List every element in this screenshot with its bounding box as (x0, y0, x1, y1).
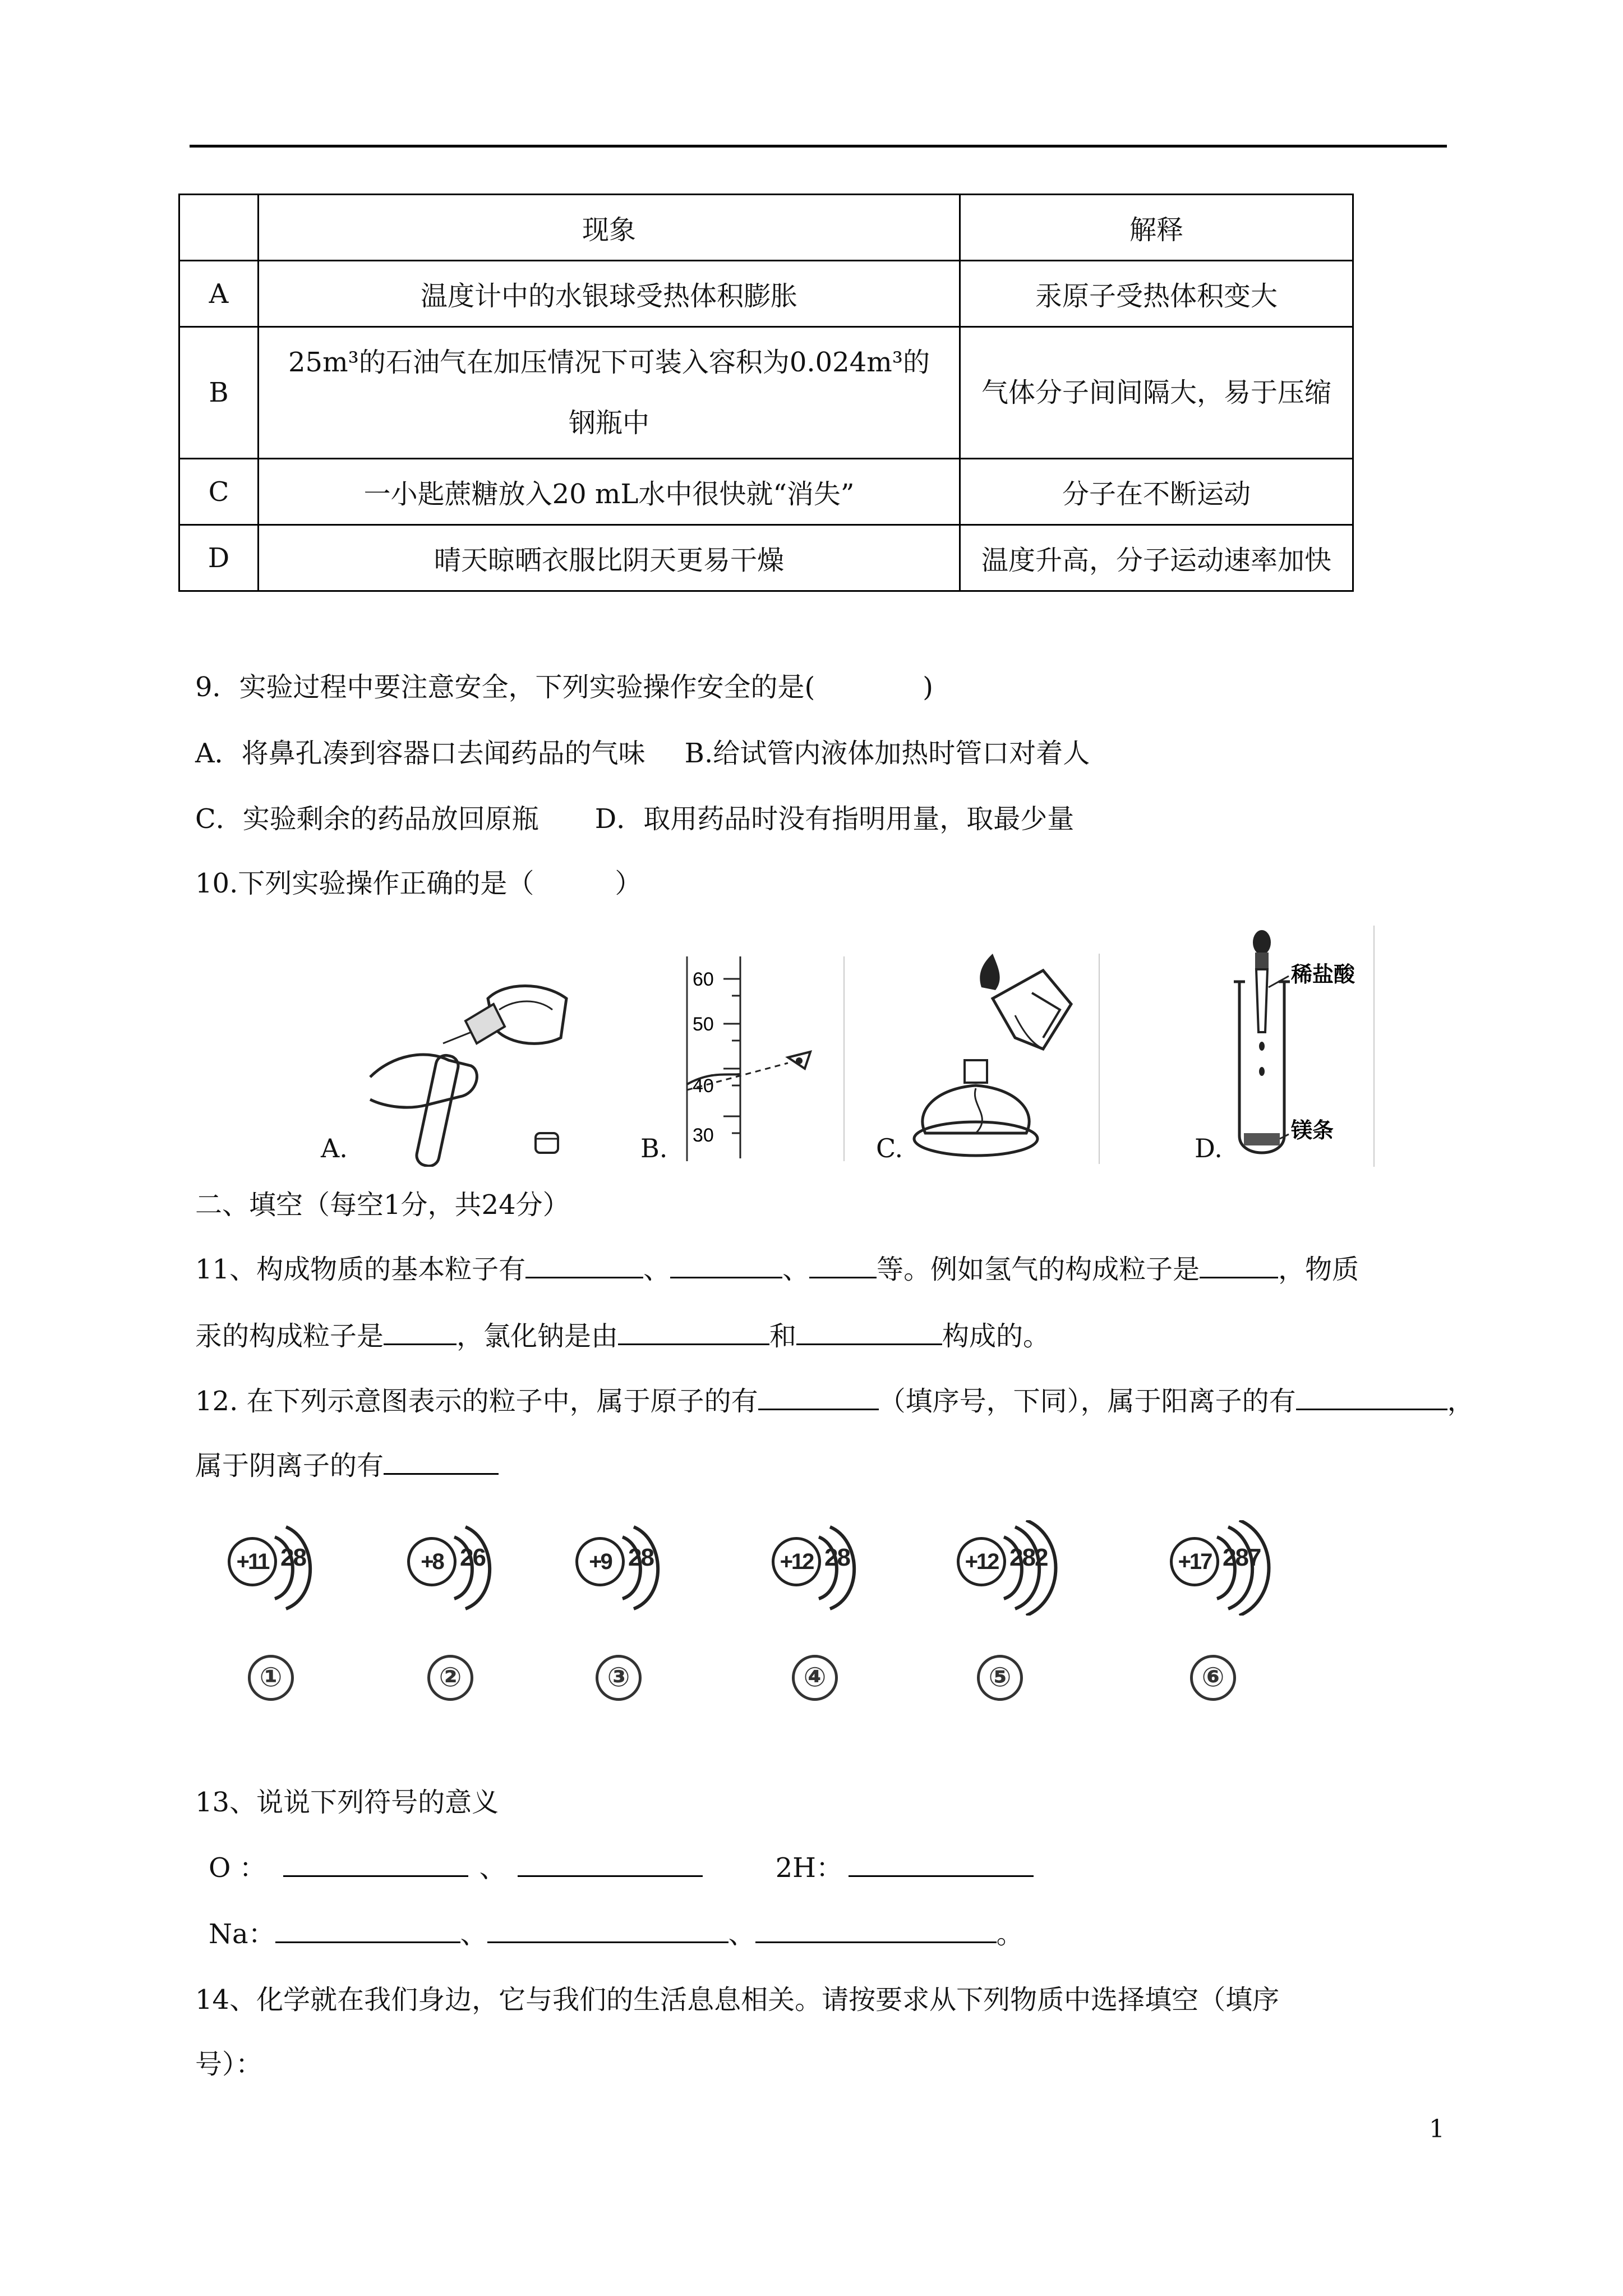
explanation-cell: 温度升高，分子运动速率加快 (960, 525, 1353, 591)
cylinder-tick: 40 (693, 1075, 714, 1097)
row-label: B (179, 327, 259, 459)
q11-line-1 (195, 1253, 1359, 1286)
cylinder-tick: 60 (693, 969, 714, 990)
nucleus-charge: +11 (228, 1537, 277, 1586)
q11-text: 汞的构成粒子是 (195, 1320, 384, 1352)
q11-text: 11、构成物质的基本粒子有 (195, 1254, 526, 1285)
q11-text: 、 (782, 1254, 810, 1285)
q13-separator: 、 (479, 1852, 506, 1884)
q9-option-b: B.给试管内液体加热时管口对着人 (684, 738, 1090, 769)
answer-blank[interactable] (809, 1254, 877, 1278)
q12-text: 属于阴离子的有 (195, 1450, 384, 1481)
q13-separator: 、 (460, 1918, 487, 1950)
diagram-index: ⑤ (977, 1655, 1023, 1701)
atom-structure-diagram (1166, 1509, 1279, 1621)
q12-text: （填序号，下同），属于阳离子的有 (878, 1386, 1296, 1417)
answer-blank[interactable] (384, 1321, 457, 1345)
answer-blank[interactable] (487, 1919, 728, 1943)
table-row (179, 459, 1353, 525)
table-row (179, 525, 1353, 591)
atom-structure-diagram (224, 1509, 336, 1621)
diagram-index: ① (248, 1655, 294, 1701)
phenomenon-cell: 晴天晾晒衣服比阴天更易干燥 (259, 525, 960, 591)
answer-blank[interactable] (384, 1451, 499, 1475)
answer-blank[interactable] (670, 1254, 782, 1278)
electron-config: 287 (1223, 1544, 1261, 1571)
answer-blank[interactable] (275, 1919, 460, 1943)
q10-stem: 10.下列实验操作正确的是（ ） (195, 868, 642, 899)
atom-structure-diagram (404, 1509, 516, 1621)
table-row (179, 261, 1353, 327)
q12-text: 12. 在下列示意图表示的粒子中，属于原子的有 (195, 1386, 758, 1417)
q13-o-line (209, 1851, 1034, 1885)
figure-c-label: C. (876, 1133, 903, 1163)
atom-structure-diagram (953, 1509, 1066, 1621)
figure-a-label: A. (321, 1133, 348, 1163)
answer-blank[interactable] (283, 1853, 468, 1877)
nucleus-charge: +9 (575, 1537, 625, 1586)
nucleus-charge: +17 (1170, 1537, 1219, 1586)
alcohol-lamp-figure (903, 954, 1105, 1167)
q9-options-ab (195, 737, 1090, 770)
q12-text: ， (1447, 1386, 1474, 1417)
cylinder-tick: 50 (693, 1014, 714, 1035)
electron-config: 282 (1009, 1544, 1048, 1571)
figure-b-label: B. (640, 1133, 668, 1163)
q11-text: ，氯化钠是由 (457, 1320, 619, 1352)
nucleus-charge: +12 (957, 1537, 1006, 1586)
q12-line-1 (195, 1384, 1474, 1418)
test-tube-dropper-figure (1228, 926, 1380, 1167)
nucleus-charge: +12 (772, 1537, 821, 1586)
diagram-index: ⑥ (1190, 1655, 1236, 1701)
answer-blank[interactable] (1296, 1386, 1447, 1410)
q11-line-2 (195, 1319, 1050, 1353)
table-header-cell (179, 195, 259, 261)
row-label: A (179, 261, 259, 327)
row-label: D (179, 525, 259, 591)
answer-blank[interactable] (618, 1321, 769, 1345)
answer-blank[interactable] (796, 1321, 942, 1345)
q13-o-label: O ： (209, 1852, 266, 1884)
magnesium-ribbon-label: 镁条 (1291, 1118, 1334, 1143)
nucleus-charge: +8 (407, 1537, 457, 1586)
answer-blank[interactable] (518, 1853, 703, 1877)
graduated-cylinder-figure (676, 956, 850, 1164)
phenomenon-explanation-table (178, 194, 1354, 592)
answer-blank[interactable] (758, 1386, 879, 1410)
phenomenon-cell: 一小匙蔗糖放入20 mL水中很快就“消失” (259, 459, 960, 525)
pouring-liquid-figure (359, 965, 583, 1167)
q13-stem: 13、说说下列符号的意义 (195, 1787, 499, 1818)
q11-text: 构成的。 (942, 1320, 1050, 1352)
table-header-row (179, 195, 1353, 261)
row-label: C (179, 459, 259, 525)
page-number: 1 (1429, 2115, 1445, 2143)
q9-option-d: D．取用药品时没有指明用量，取最少量 (594, 803, 1075, 835)
diagram-index: ④ (792, 1655, 838, 1701)
q13-na-label: Na： (209, 1918, 275, 1950)
q11-text: 和 (769, 1320, 797, 1352)
table-header-cell: 解释 (960, 195, 1353, 261)
phenomenon-line: 钢瓶中 (568, 407, 649, 439)
q11-text: 等。例如氢气的构成粒子是 (877, 1254, 1200, 1285)
q12-line-2 (195, 1449, 499, 1483)
diagram-index: ③ (596, 1655, 642, 1701)
phenomenon-line: 25m³的石油气在加压情况下可装入容积为0.024m³的 (288, 347, 930, 378)
q13-end: 。 (996, 1918, 1023, 1950)
electron-config: 28 (628, 1544, 653, 1571)
atom-structure-diagram (768, 1509, 880, 1621)
q14-line-1: 14、化学就在我们身边，它与我们的生活息息相关。请按要求从下列物质中选择填空（填序 (195, 1984, 1280, 2016)
atom-structure-diagram (572, 1509, 684, 1621)
q9-option-c: C．实验剩余的药品放回原瓶 (195, 803, 539, 835)
answer-blank[interactable] (849, 1853, 1034, 1877)
electron-config: 26 (460, 1544, 485, 1571)
table-row (179, 327, 1353, 459)
q14-line-2: 号）： (195, 2049, 263, 2080)
q9-stem: 9．实验过程中要注意安全，下列实验操作安全的是( ) (195, 671, 933, 703)
table-header-cell: 现象 (259, 195, 960, 261)
figure-d-label: D. (1195, 1133, 1223, 1163)
q13-na-line (209, 1917, 1023, 1951)
diagram-index: ② (427, 1655, 473, 1701)
explanation-cell: 分子在不断运动 (960, 459, 1353, 525)
q11-text: 、 (643, 1254, 671, 1285)
q13-h-label: 2H： (775, 1852, 843, 1884)
section-2-heading: 二、填空（每空1分，共24分） (195, 1189, 570, 1221)
explanation-cell: 汞原子受热体积变大 (960, 261, 1353, 327)
header-rule (190, 145, 1447, 148)
q11-text: ，物质 (1278, 1254, 1359, 1285)
phenomenon-cell: 温度计中的水银球受热体积膨胀 (259, 261, 960, 327)
explanation-cell: 气体分子间间隔大，易于压缩 (960, 327, 1353, 459)
answer-blank[interactable] (525, 1254, 643, 1278)
q13-separator: 、 (728, 1918, 755, 1950)
q9-option-a: A．将鼻孔凑到容器口去闻药品的气味 (195, 738, 645, 769)
electron-config: 28 (824, 1544, 850, 1571)
electron-config: 28 (280, 1544, 306, 1571)
answer-blank[interactable] (1200, 1254, 1278, 1278)
hydrochloric-acid-label: 稀盐酸 (1291, 962, 1355, 987)
q9-options-cd (195, 802, 1074, 836)
cylinder-tick: 30 (693, 1125, 714, 1146)
phenomenon-cell (259, 327, 960, 459)
answer-blank[interactable] (755, 1919, 997, 1943)
